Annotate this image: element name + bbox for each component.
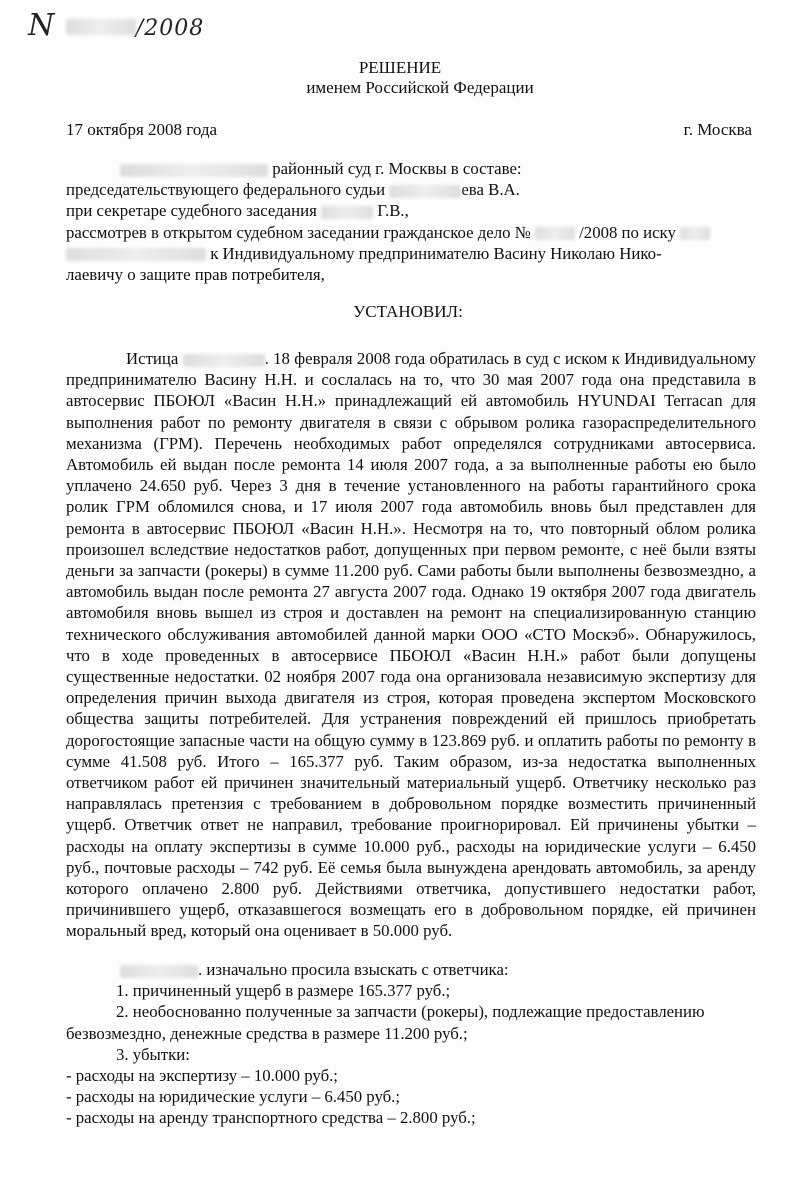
redacted-court-name — [120, 164, 268, 177]
redacted-plaintiff-c — [183, 354, 265, 367]
redacted-plaintiff-a — [680, 227, 710, 240]
redacted-judge-name — [389, 185, 461, 198]
claim-item: 3. убытки: — [116, 1044, 190, 1064]
claim-subitem: - расходы на аренду транспортного средства – 2.800 руб.; — [66, 1108, 476, 1128]
redacted-case-id — [535, 227, 575, 240]
claims-list: . изначально просила взыскать с ответчика: 1. причиненный ущерб в размере 165.377 руб.; 2. необоснованно полученные за запчасти (рокеры), подлежащие предоставлению безвозмездно, денежные средства в размере 11.200 руб.; 3. убытки: - расходы на экспертизу – 10.000 руб.; - расходы на юридические услуги – 6.450 руб.; - расходы на аренду транспортного средства – 2.800 руб.; — [66, 959, 756, 1129]
established-facts: Истица . 18 февраля 2008 года обратилась в суд с иском к Индивидуальному предпринимателю Васину Н.Н. и сослалась на то, что 30 мая 2007 года она представила в автосервис ПБОЮЛ «Васин Н.Н.» принадлежащий ей автомобиль HYUNDAI Terracan для выполнения работ по ремонту двигателя в связи с обрывом ролика газораспределительного механизма (ГРМ). Перечень необходимых работ определялся сотрудниками автосервиса. Автомобиль ей выдан после ремонта 14 июля 2007 года, а за выполненные работы ею было уплачено 24.650 руб. Через 3 дня в течение установленного на работы гарантийного срока ролик ГРМ обломился снова, и 17 июля 2007 года автомобиль вновь был представлен для ремонта в автосервис ПБОЮЛ «Васин Н.Н.». Несмотря на то, что повторный облом ролика произошел вследствие недостатков работ, допущенных при первом ремонте, с неё были взяты деньги за запчасти (рокеры) в сумме 11.200 руб. Сами работы были выполнены безвозмездно, а автомобиль выдан после ремонта 27 августа 2007 года. Однако 19 октября 2007 года двигатель автомобиля вновь вышел из строя и доставлен на ремонт на специализированную станцию технического обслуживания автомобилей данной марки ООО «СТО Москэб». Обнаружилось, что в ходе проведенных в автосервисе ПБОЮЛ «Васин Н.Н.» работ были допущены существенные недостатки. 02 ноября 2007 года она организовала независимую экспертизу для определения причин выхода двигателя из строя, которая проведена экспертом Московского общества защиты потребителей. Для устранения повреждений ей пришлось приобретать дорогостоящие запасные части на общую сумму в 123.869 руб. и оплатить работы по ремонту в сумме 41.508 руб. Итого – 165.377 руб. Таким образом, из-за недостатка выполненных ответчиком работ ей причинен значительный материальный ущерб. Ответчику несколько раз направлялась претензия с требованием в добровольном порядке возместить причиненный ущерб. Ответчик ответ не направил, требование проигнорировал. Ей причинены убытки – расходы на оплату экспертизы в сумме 10.000 руб., расходы на юридические услуги – 6.450 руб., почтовые расходы – 742 руб. Её семья была вынуждена арендовать автомобиль, за аренду которого оплачено 2.800 руб. Действиями ответчика, допустившего недостатки работ, причинившего ущерб, отказавшегося возмещать его в добровольном порядке, ей причинен моральный вред, который она оценивает в 50.000 руб. — [66, 349, 756, 941]
document-title: РЕШЕНИЕ — [358, 58, 442, 77]
document-subtitle: именем Российской Федерации — [306, 78, 534, 97]
redacted-plaintiff-b — [66, 248, 206, 261]
section-heading: УСТАНОВИЛ: — [353, 302, 463, 321]
case-number-prefix: N — [28, 8, 56, 43]
court-composition: районный суд г. Москвы в составе: председательствующего федерального судьи ева В.А. при секретаре судебного заседания Г.В., рассмотрев в открытом судебном заседании гражданское дело № /2008 по иску к Индивидуальному предпринимателю Васину Николаю Нико- лаевичу о защите прав потребителя, — [66, 158, 756, 285]
redacted-secretary-name — [321, 206, 373, 219]
claim-subitem: - расходы на экспертизу – 10.000 руб.; — [66, 1066, 338, 1086]
redacted-case-number — [66, 19, 136, 35]
decision-date: 17 октября 2008 года — [66, 120, 218, 139]
claim-item: 1. причиненный ущерб в размере 165.377 руб.; — [116, 981, 451, 1001]
redacted-plaintiff-d — [120, 965, 198, 978]
decision-city: г. Москва — [683, 120, 752, 139]
handwritten-case-number — [28, 8, 204, 43]
claim-item: 2. необоснованно полученные за запчасти (рокеры), подлежащие предоставлению — [116, 1002, 705, 1022]
claim-subitem: - расходы на юридические услуги – 6.450 руб.; — [66, 1087, 401, 1107]
case-number-year: /2008 — [135, 16, 205, 41]
claim-item-continued: безвозмездно, денежные средства в размере 11.200 руб.; — [66, 1023, 468, 1043]
